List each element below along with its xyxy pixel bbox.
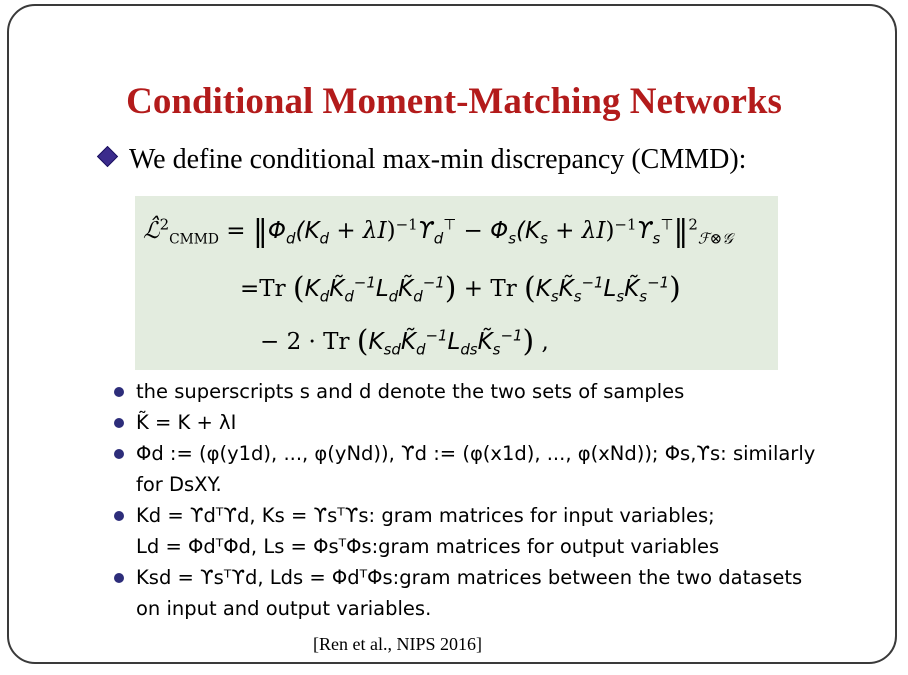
- slide-title: Conditional Moment-Matching Networks: [126, 81, 782, 122]
- bullet-text: K̃ = K + λI: [136, 411, 237, 434]
- bullet-text: Ksd = ϒsᵀϒd, Lds = ΦdᵀΦs:gram matrices between the two datasets: [136, 566, 803, 589]
- diamond-bullet-icon: [97, 146, 118, 167]
- bullet-dot-icon: [114, 511, 124, 521]
- bullet-item: [110, 438, 870, 500]
- bullet-dot-icon: [114, 418, 124, 428]
- equation-line-3: − 2 · Tr $(K_{sd}K̃_d^{-1}L_{ds}K̃_s^{-1})$ ,: [260, 324, 549, 359]
- bullet-item: [110, 562, 870, 624]
- intro-text: We define conditional max-min discrepancy (CMMD):: [129, 144, 747, 175]
- bullet-dot-icon: [114, 387, 124, 397]
- citation: [Ren et al., NIPS 2016]: [313, 634, 482, 654]
- bullet-dot-icon: [114, 449, 124, 459]
- bullet-text: Kd = ϒdᵀϒd, Ks = ϒsᵀϒs: gram matrices for input variables;: [136, 504, 715, 527]
- bullet-item: [110, 500, 870, 562]
- bullet-item: [110, 407, 870, 438]
- intro-line: [100, 144, 746, 176]
- bullet-continuation: for DsXY.: [136, 473, 222, 496]
- bullet-dot-icon: [114, 573, 124, 583]
- equation-line-1: ℒ̂$^2_{CMMD}$ = $‖\Phi_d(K_d + \lambda I)^{-1}ϒ_d^⊤ - \Phi_s(K_s$ + $\lambda I)^{-1}ϒ_s^⊤‖^2_{ℱ\otimes 𝒢}$: [143, 214, 733, 249]
- bullet-text: Φd := (φ(y1d), ..., φ(yNd)), ϒd := (φ(x1d), ..., φ(xNd)); Φs,ϒs: similarly: [136, 442, 816, 465]
- bullet-continuation: Ld = ΦdᵀΦd, Ls = ΦsᵀΦs:gram matrices for output variables: [136, 535, 720, 558]
- equation-box: [135, 196, 778, 370]
- bullet-list: [110, 376, 870, 624]
- bullet-text: the superscripts s and d denote the two sets of samples: [136, 380, 685, 403]
- equation-line-2: =Tr $(K_dK̃_d^{-1}L_dK̃_d^{-1}) + Tr$ $(K_sK̃_s^{-1}L_sK̃_s^{-1})$: [240, 271, 681, 306]
- bullet-item: [110, 376, 870, 407]
- bullet-continuation: on input and output variables.: [136, 597, 432, 620]
